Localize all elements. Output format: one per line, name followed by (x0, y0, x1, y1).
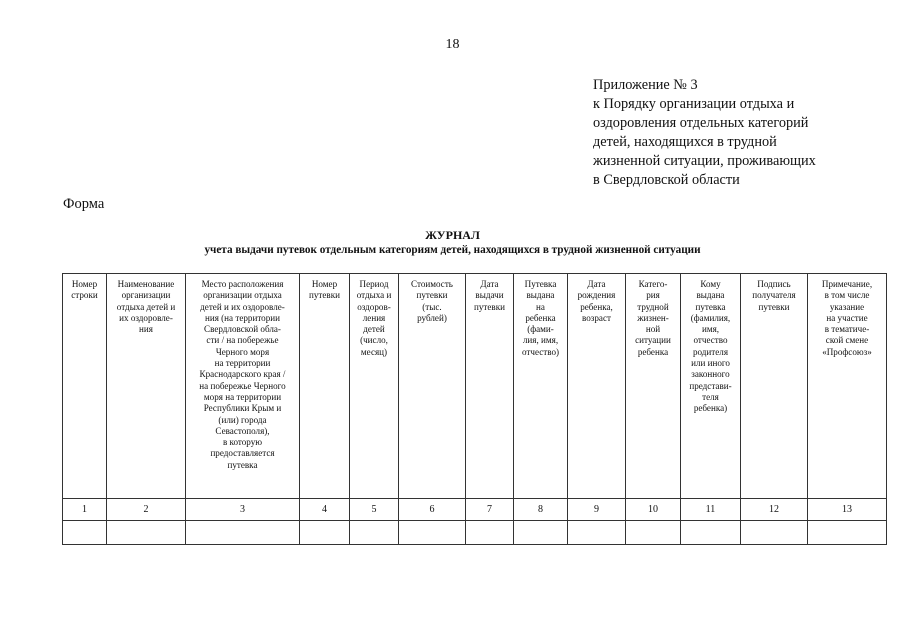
entry-cell[interactable] (808, 521, 887, 545)
entry-cell[interactable] (568, 521, 626, 545)
journal-title: ЖУРНАЛ (425, 228, 480, 242)
header-text-line: путевки (416, 290, 448, 301)
header-text-line: в которую (222, 437, 263, 448)
column-header-8 (514, 274, 568, 499)
header-text-line: Примечание, (821, 279, 873, 289)
appendix-heading (593, 76, 873, 190)
column-number-4: 4 (300, 499, 350, 521)
header-text-line: на (536, 301, 545, 312)
header-row (63, 274, 887, 499)
entry-cell[interactable] (63, 521, 107, 545)
header-text-line: их оздоровле- (119, 312, 173, 323)
header-text-line: Дата (587, 279, 606, 289)
header-text-line: предоставляется (210, 448, 275, 459)
entry-cell[interactable] (399, 521, 466, 545)
header-text-line: родителя (692, 346, 729, 357)
header-text-line: ребенка (525, 312, 556, 323)
header-text-line: моря на территории (203, 391, 282, 402)
header-text-line: Номер (311, 279, 338, 289)
header-text-line: (фамилия, (690, 312, 731, 323)
header-text-line: (число, (360, 335, 388, 346)
journal-table (62, 273, 887, 545)
header-text-line: оздоров- (357, 301, 391, 312)
header-text-line: «Профсоюз» (822, 346, 872, 357)
header-text-line: лия, имя, (522, 335, 559, 346)
header-text-line: сти / на побережье (206, 335, 279, 346)
header-text-line: в тематиче- (824, 324, 870, 335)
header-text-line: отдыха и (356, 290, 392, 301)
header-text-line: представи- (689, 380, 732, 391)
header-text-line: Краснодарского края / (199, 369, 286, 380)
appendix-line: в Свердловской области (593, 172, 740, 188)
header-text-line: детей (363, 324, 385, 335)
column-number-11: 11 (681, 499, 741, 521)
column-header-6 (399, 274, 466, 499)
column-number-row (63, 499, 887, 521)
header-text-line: жизнен- (637, 312, 669, 323)
header-text-line: трудной (637, 301, 669, 312)
appendix-line: жизненной ситуации, проживающих (593, 153, 816, 169)
header-text-line: выдачи (475, 290, 504, 301)
entry-cell[interactable] (741, 521, 808, 545)
header-text-line: отчество (693, 335, 728, 346)
appendix-line: оздоровления отдельных категорий (593, 115, 809, 131)
header-text-line: рублей) (417, 312, 447, 323)
empty-entry-row (63, 521, 887, 545)
header-text-line: или иного (691, 358, 730, 369)
header-text-line: отдыха детей и (116, 301, 176, 312)
header-text-line: Период (359, 279, 389, 289)
header-text-line: Наименование (117, 279, 175, 289)
header-text-line: организации (121, 290, 171, 301)
column-number-10: 10 (626, 499, 681, 521)
column-number-8: 8 (514, 499, 568, 521)
entry-cell[interactable] (626, 521, 681, 545)
column-number-5: 5 (350, 499, 399, 521)
column-header-2 (107, 274, 186, 499)
header-text-line: получателя (752, 290, 796, 301)
header-text-line: в том числе (824, 290, 870, 301)
header-text-line: ной (645, 324, 661, 335)
header-text-line: на участие (826, 312, 868, 323)
header-text-line: Кому (700, 279, 721, 289)
journal-subtitle: учета выдачи путевок отдельным категориям детей, находящихся в трудной жизненной ситуации (204, 244, 701, 256)
page-number: 18 (445, 37, 460, 52)
header-text-line: ребенка (637, 346, 669, 357)
header-text-line: организации отдыха (203, 290, 282, 301)
header-text-line: Путевка (524, 279, 557, 289)
header-text-line: путевки (473, 301, 505, 312)
header-text-line: путевки (758, 301, 790, 312)
header-text-line: Подпись (757, 279, 791, 289)
appendix-line: детей, находящихся в трудной (593, 134, 777, 150)
column-header-11 (681, 274, 741, 499)
column-number-9: 9 (568, 499, 626, 521)
column-header-13 (808, 274, 887, 499)
header-text-line: детей и их оздоровле- (200, 301, 285, 312)
header-text-line: ния (139, 324, 153, 335)
header-text-line: возраст (582, 312, 611, 323)
column-header-4 (300, 274, 350, 499)
header-text-line: ребенка, (580, 301, 613, 312)
column-number-13: 13 (808, 499, 887, 521)
header-text-line: теля (702, 391, 719, 402)
header-text-line: путевка (695, 301, 726, 312)
header-text-line: (фами- (527, 324, 554, 335)
column-number-6: 6 (399, 499, 466, 521)
header-text-line: (тыс. (422, 301, 442, 312)
entry-cell[interactable] (186, 521, 300, 545)
header-text-line: Севастополя), (215, 425, 270, 436)
header-text-line: (или) города (218, 414, 267, 425)
column-number-3: 3 (186, 499, 300, 521)
entry-cell[interactable] (350, 521, 399, 545)
header-text-line: Стоимость (411, 279, 453, 289)
column-header-7 (466, 274, 514, 499)
header-text-line: выдана (526, 290, 555, 301)
header-text-line: Катего- (638, 279, 668, 289)
column-number-1: 1 (63, 499, 107, 521)
column-header-9 (568, 274, 626, 499)
header-text-line: Республики Крым и (203, 403, 282, 414)
column-header-3 (186, 274, 300, 499)
header-text-line: ской смене (825, 335, 869, 346)
appendix-line: к Порядку организации отдыха и (593, 96, 795, 112)
header-text-line: Место расположения (201, 279, 284, 289)
entry-cell[interactable] (514, 521, 568, 545)
entry-cell[interactable] (466, 521, 514, 545)
header-text-line: Черного моря (215, 346, 270, 357)
header-text-line: путевка (227, 459, 258, 470)
column-number-12: 12 (741, 499, 808, 521)
header-text-line: рождения (577, 290, 616, 301)
header-text-line: ситуации (635, 335, 671, 346)
entry-cell[interactable] (300, 521, 350, 545)
header-text-line: ления (362, 312, 386, 323)
header-text-line: указание (829, 301, 865, 312)
header-text-line: ребенка) (693, 403, 728, 414)
header-text-line: законного (691, 369, 730, 380)
entry-cell[interactable] (681, 521, 741, 545)
header-text-line: отчество) (521, 346, 560, 357)
header-text-line: рия (646, 290, 660, 301)
header-text-line: Свердловской обла- (204, 324, 281, 335)
column-number-2: 2 (107, 499, 186, 521)
header-text-line: строки (71, 290, 98, 301)
header-text-line: на побережье Черного (199, 380, 286, 391)
header-text-line: выдана (696, 290, 725, 301)
entry-cell[interactable] (107, 521, 186, 545)
header-text-line: имя, (701, 324, 720, 335)
form-label: Форма (63, 196, 105, 212)
column-number-7: 7 (466, 499, 514, 521)
column-header-12 (741, 274, 808, 499)
header-text-line: ния (на территории (204, 312, 281, 323)
header-text-line: Дата (480, 279, 499, 289)
appendix-line: Приложение № 3 (593, 77, 698, 93)
header-text-line: путевки (308, 290, 340, 301)
header-text-line: Номер (71, 279, 98, 289)
header-text-line: на территории (214, 358, 271, 369)
column-header-1 (63, 274, 107, 499)
column-header-10 (626, 274, 681, 499)
header-text-line: месяц) (360, 346, 388, 357)
column-header-5 (350, 274, 399, 499)
